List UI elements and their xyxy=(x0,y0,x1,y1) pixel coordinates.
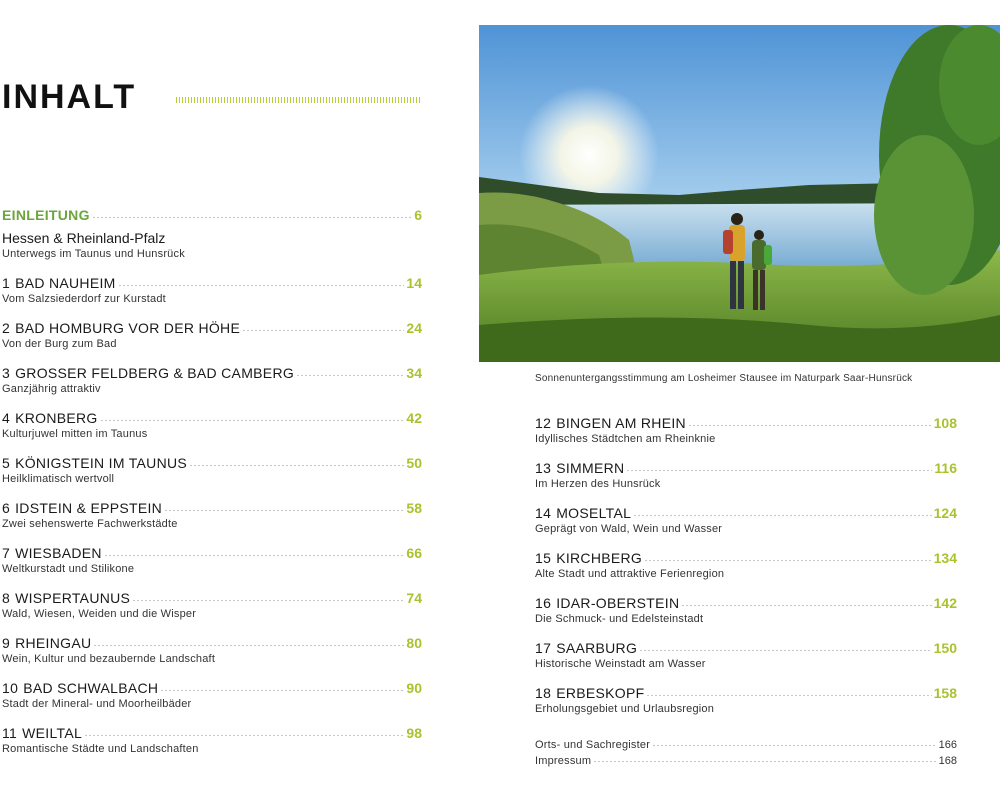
entry-number: 14 xyxy=(535,505,552,521)
entry-number: 3 xyxy=(2,365,11,381)
toc-entry[interactable] xyxy=(535,685,957,715)
leader-dots xyxy=(688,424,932,427)
entry-title-text: RHEINGAU xyxy=(15,635,92,651)
toc-entry[interactable] xyxy=(535,640,957,670)
register-label: Orts- und Sachregister xyxy=(535,739,651,751)
entry-title-text: WEILTAL xyxy=(22,725,83,741)
leader-dots xyxy=(92,216,412,219)
entry-subtitle: Vom Salzsiederdorf zur Kurstadt xyxy=(2,293,166,305)
page-number: 42 xyxy=(406,410,422,426)
entry-subtitle: Erholungsgebiet und Urlaubsregion xyxy=(535,703,715,715)
toc-entry[interactable] xyxy=(2,545,422,575)
leader-dots xyxy=(646,694,931,697)
toc-entry[interactable] xyxy=(2,320,422,350)
entry-title xyxy=(2,410,98,426)
entry-title xyxy=(535,505,631,521)
page-number: 134 xyxy=(933,550,957,566)
page-number: 58 xyxy=(406,500,422,516)
toc-left-column xyxy=(2,207,422,770)
entry-title xyxy=(535,460,624,476)
toc-entry[interactable] xyxy=(2,500,422,530)
leader-dots xyxy=(160,689,404,692)
entry-number: 17 xyxy=(535,640,552,656)
entry-number: 4 xyxy=(2,410,11,426)
entry-title-text: SIMMERN xyxy=(556,460,625,476)
title-rule xyxy=(176,97,422,103)
entry-title xyxy=(2,320,240,336)
leader-dots xyxy=(84,734,404,737)
entry-title-text: BINGEN AM RHEIN xyxy=(556,415,686,431)
register-page: 166 xyxy=(938,739,957,751)
toc-entry[interactable] xyxy=(535,595,957,625)
leader-dots xyxy=(104,554,405,557)
entry-title-text: KRONBERG xyxy=(15,410,98,426)
entry-title xyxy=(535,415,686,431)
entry-title xyxy=(2,500,162,516)
toc-entry[interactable] xyxy=(2,680,422,710)
entry-number: 13 xyxy=(535,460,552,476)
page-number: 116 xyxy=(934,460,957,476)
entry-title-text: GROSSER FELDBERG & BAD CAMBERG xyxy=(15,365,295,381)
entry-number: 10 xyxy=(2,680,19,696)
entry-title-text: BAD SCHWALBACH xyxy=(23,680,159,696)
entry-title xyxy=(535,640,637,656)
entry-number: 12 xyxy=(535,415,552,431)
page-number: 98 xyxy=(406,725,422,741)
page-number: 108 xyxy=(933,415,957,431)
entry-title xyxy=(535,550,642,566)
entry-title-text: ERBESKOPF xyxy=(556,685,645,701)
entry-title-text: SAARBURG xyxy=(556,640,638,656)
entry-title-text: MOSELTAL xyxy=(556,505,632,521)
entry-title xyxy=(2,365,294,381)
register-entry[interactable] xyxy=(535,739,957,751)
page-number: 34 xyxy=(406,365,422,381)
entry-subtitle: Von der Burg zum Bad xyxy=(2,338,117,350)
toc-right-column xyxy=(535,415,957,767)
entry-number: 18 xyxy=(535,685,552,701)
entry-subtitle: Heilklimatisch wertvoll xyxy=(2,473,115,485)
entry-subtitle: Kulturjuwel mitten im Taunus xyxy=(2,428,148,440)
entry-number: 2 xyxy=(2,320,11,336)
leader-dots xyxy=(626,469,932,472)
entry-title xyxy=(535,595,679,611)
entry-subtitle: Die Schmuck- und Edelsteinstadt xyxy=(535,613,704,625)
intro-label: EINLEITUNG xyxy=(2,207,90,223)
entry-subtitle: Romantische Städte und Landschaften xyxy=(2,743,199,755)
entry-number: 11 xyxy=(2,725,18,741)
leader-dots xyxy=(652,744,937,747)
lake-photo xyxy=(479,25,1000,362)
entry-title xyxy=(2,635,91,651)
leader-dots xyxy=(100,419,405,422)
page-title: INHALT xyxy=(2,78,137,116)
toc-entry[interactable] xyxy=(2,410,422,440)
entry-number: 9 xyxy=(2,635,11,651)
entry-subtitle: Wein, Kultur und bezaubernde Landschaft xyxy=(2,653,216,665)
entry-title xyxy=(2,545,102,561)
page-number: 158 xyxy=(933,685,957,701)
entry-subtitle: Im Herzen des Hunsrück xyxy=(535,478,661,490)
page-number: 50 xyxy=(406,455,422,471)
entry-title xyxy=(2,725,82,741)
entry-subtitle: Alte Stadt und attraktive Ferienregion xyxy=(535,568,725,580)
page-number: 74 xyxy=(406,590,422,606)
entry-title xyxy=(2,590,130,606)
entry-title-text: WISPERTAUNUS xyxy=(15,590,131,606)
leader-dots xyxy=(164,509,404,512)
entry-subtitle: Idyllisches Städtchen am Rheinknie xyxy=(535,433,716,445)
entry-number: 15 xyxy=(535,550,552,566)
leader-dots xyxy=(189,464,404,467)
entry-number: 1 xyxy=(2,275,11,291)
register-page: 168 xyxy=(938,755,957,767)
entry-title xyxy=(2,275,116,291)
toc-entry[interactable] xyxy=(2,275,422,305)
toc-entry[interactable] xyxy=(2,635,422,665)
leader-dots xyxy=(93,644,404,647)
entry-title-text: KIRCHBERG xyxy=(556,550,643,566)
entry-subtitle: Geprägt von Wald, Wein und Wasser xyxy=(535,523,723,535)
photo-illustration xyxy=(479,25,1000,362)
page-number: 6 xyxy=(414,207,422,223)
entry-subtitle: Weltkurstadt und Stilikone xyxy=(2,563,135,575)
entry-title-text: BAD NAUHEIM xyxy=(15,275,116,291)
intro-subtitle: Unterwegs im Taunus und Hunsrück xyxy=(2,248,185,260)
entry-title-text: IDAR-OBERSTEIN xyxy=(556,595,680,611)
intro-region: Hessen & Rheinland-Pfalz xyxy=(2,230,166,246)
photo-caption: Sonnenuntergangsstimmung am Losheimer Stausee im Naturpark Saar-Hunsrück xyxy=(535,373,913,384)
page-number: 150 xyxy=(933,640,957,656)
entry-number: 6 xyxy=(2,500,11,516)
entry-number: 16 xyxy=(535,595,552,611)
entry-subtitle: Wald, Wiesen, Weiden und die Wisper xyxy=(2,608,197,620)
leader-dots xyxy=(242,329,404,332)
entry-subtitle: Stadt der Mineral- und Moorheilbäder xyxy=(2,698,192,710)
entry-number: 8 xyxy=(2,590,11,606)
toc-entry[interactable] xyxy=(2,590,422,620)
entry-subtitle: Ganzjährig attraktiv xyxy=(2,383,101,395)
leader-dots xyxy=(633,514,931,517)
entry-title xyxy=(2,680,158,696)
leader-dots xyxy=(681,604,931,607)
page-number: 124 xyxy=(933,505,957,521)
entry-subtitle: Zwei sehenswerte Fachwerkstädte xyxy=(2,518,178,530)
register-entry[interactable] xyxy=(535,755,957,767)
toc-entry[interactable] xyxy=(535,505,957,535)
entry-title-text: IDSTEIN & EPPSTEIN xyxy=(15,500,163,516)
leader-dots xyxy=(296,374,404,377)
page-number: 66 xyxy=(406,545,422,561)
toc-entry[interactable] xyxy=(535,550,957,580)
leader-dots xyxy=(118,284,405,287)
toc-entry[interactable] xyxy=(535,460,957,490)
page-number: 90 xyxy=(406,680,422,696)
page-number: 80 xyxy=(406,635,422,651)
toc-entry-intro[interactable] xyxy=(2,207,422,260)
entry-subtitle: Historische Weinstadt am Wasser xyxy=(535,658,706,670)
leader-dots xyxy=(639,649,931,652)
page-number: 14 xyxy=(406,275,422,291)
leader-dots xyxy=(132,599,404,602)
entry-title-text: KÖNIGSTEIN IM TAUNUS xyxy=(15,455,188,471)
entry-number: 5 xyxy=(2,455,11,471)
leader-dots xyxy=(593,760,936,763)
leader-dots xyxy=(644,559,932,562)
entry-title-text: WIESBADEN xyxy=(15,545,102,561)
page-number: 142 xyxy=(933,595,957,611)
toc-entry[interactable] xyxy=(2,455,422,485)
toc-entry[interactable] xyxy=(535,415,957,445)
entry-title-text: BAD HOMBURG VOR DER HÖHE xyxy=(15,320,241,336)
toc-entry[interactable] xyxy=(2,725,422,755)
entry-number: 7 xyxy=(2,545,11,561)
register-label: Impressum xyxy=(535,755,592,767)
register-block xyxy=(535,739,957,767)
toc-entry[interactable] xyxy=(2,365,422,395)
page-number: 24 xyxy=(406,320,422,336)
entry-title xyxy=(535,685,644,701)
entry-title xyxy=(2,455,187,471)
